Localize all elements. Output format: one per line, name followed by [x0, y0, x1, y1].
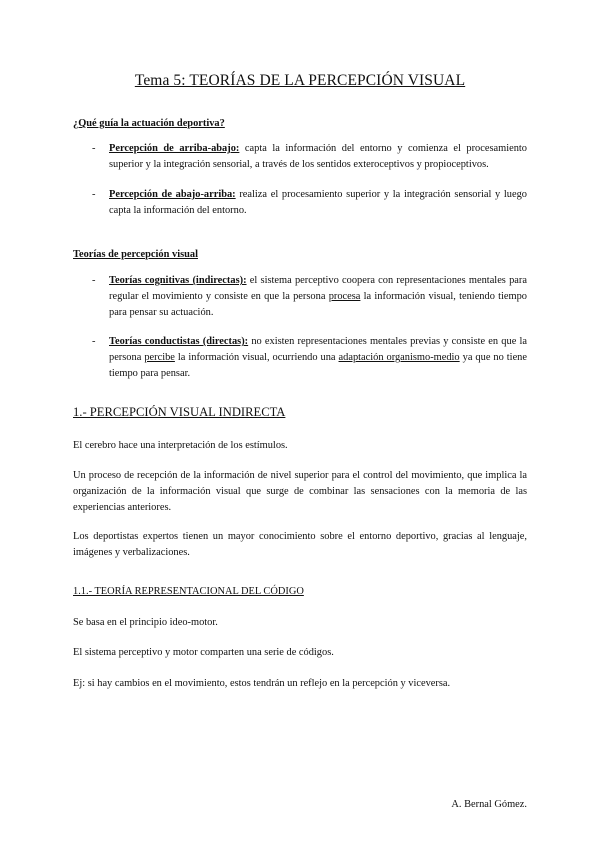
bullet-text: ya que no tiene tiempo para pensar.: [109, 352, 527, 380]
bullet-cognitive-theories: [109, 273, 527, 322]
bullet-behavioral-theories: [109, 334, 527, 383]
paragraph: Ej: si hay cambios en el movimiento, estos tendrán un reflejo en la percepción y viceversa.: [73, 678, 451, 689]
author-footer: A. Bernal Gómez.: [451, 799, 527, 810]
section-heading-1-1: 1.1.- TEORÍA REPRESENTACIONAL DEL CÓDIGO: [73, 586, 304, 597]
bullet-text: el sistema perceptivo coopera con representaciones mentales para regular el movimiento y consiste en que la persona: [109, 275, 527, 303]
bullet-arriba-abajo: [109, 141, 527, 173]
bullet-text: no existen representaciones mentales previas y consiste en que la persona: [109, 336, 527, 364]
bullet-abajo-arriba: [109, 187, 527, 219]
bullet-text: la información visual, ocurriendo una: [174, 352, 339, 364]
question-text: ¿Qué guía la actuación deportiva?: [73, 118, 225, 129]
bullet-text: capta la información del entorno y comienza el procesamiento superior y la integración sensorial, a través de los sentidos exteroceptivos y propioceptivos.: [109, 143, 527, 171]
paragraph: El cerebro hace una interpretación de los estímulos.: [73, 440, 288, 451]
paragraph: Un proceso de recepción de la información de nivel superior para el control del movimiento, que implica la organización de la información visual que surge de combinar las sensaciones con la memoria de las experiencias anteriores.: [73, 470, 527, 514]
bullet-term: Percepción de arriba-abajo:: [109, 143, 240, 154]
bullet-term: Teorías conductistas (directas):: [109, 336, 249, 347]
question-heading: [73, 116, 527, 132]
bullet-term: Percepción de abajo-arriba:: [109, 189, 236, 200]
section-heading-1: 1.- PERCEPCIÓN VISUAL INDIRECTA: [73, 405, 286, 419]
bullet-term: Teorías cognitivas (indirectas):: [109, 275, 247, 286]
bullet-text: la información visual, teniendo tiempo para pensar su actuación.: [109, 291, 528, 319]
bullet-marker: -: [92, 336, 96, 347]
bullet-marker: -: [92, 143, 96, 154]
underlined-phrase: adaptación organismo-medio: [338, 352, 460, 364]
paragraph: Los deportistas expertos tienen un mayor conocimiento sobre el entorno deportivo, gracias al lenguaje, imágenes y verbalizaciones.: [73, 531, 527, 559]
paragraph: El sistema perceptivo y motor comparten una serie de códigos.: [73, 647, 334, 658]
theories-heading: [73, 247, 527, 263]
bullet-text: realiza el procesamiento superior y la integración sensorial y luego capta la información del entorno.: [109, 189, 527, 217]
theories-heading-text: Teorías de percepción visual: [73, 249, 198, 260]
bullet-marker: -: [92, 275, 96, 286]
document-title: Tema 5: TEORÍAS DE LA PERCEPCIÓN VISUAL: [134, 72, 466, 89]
underlined-word: procesa: [328, 291, 361, 303]
paragraph: Se basa en el principio ideo-motor.: [73, 617, 218, 628]
bullet-marker: -: [92, 189, 96, 200]
underlined-word: percibe: [144, 352, 175, 364]
